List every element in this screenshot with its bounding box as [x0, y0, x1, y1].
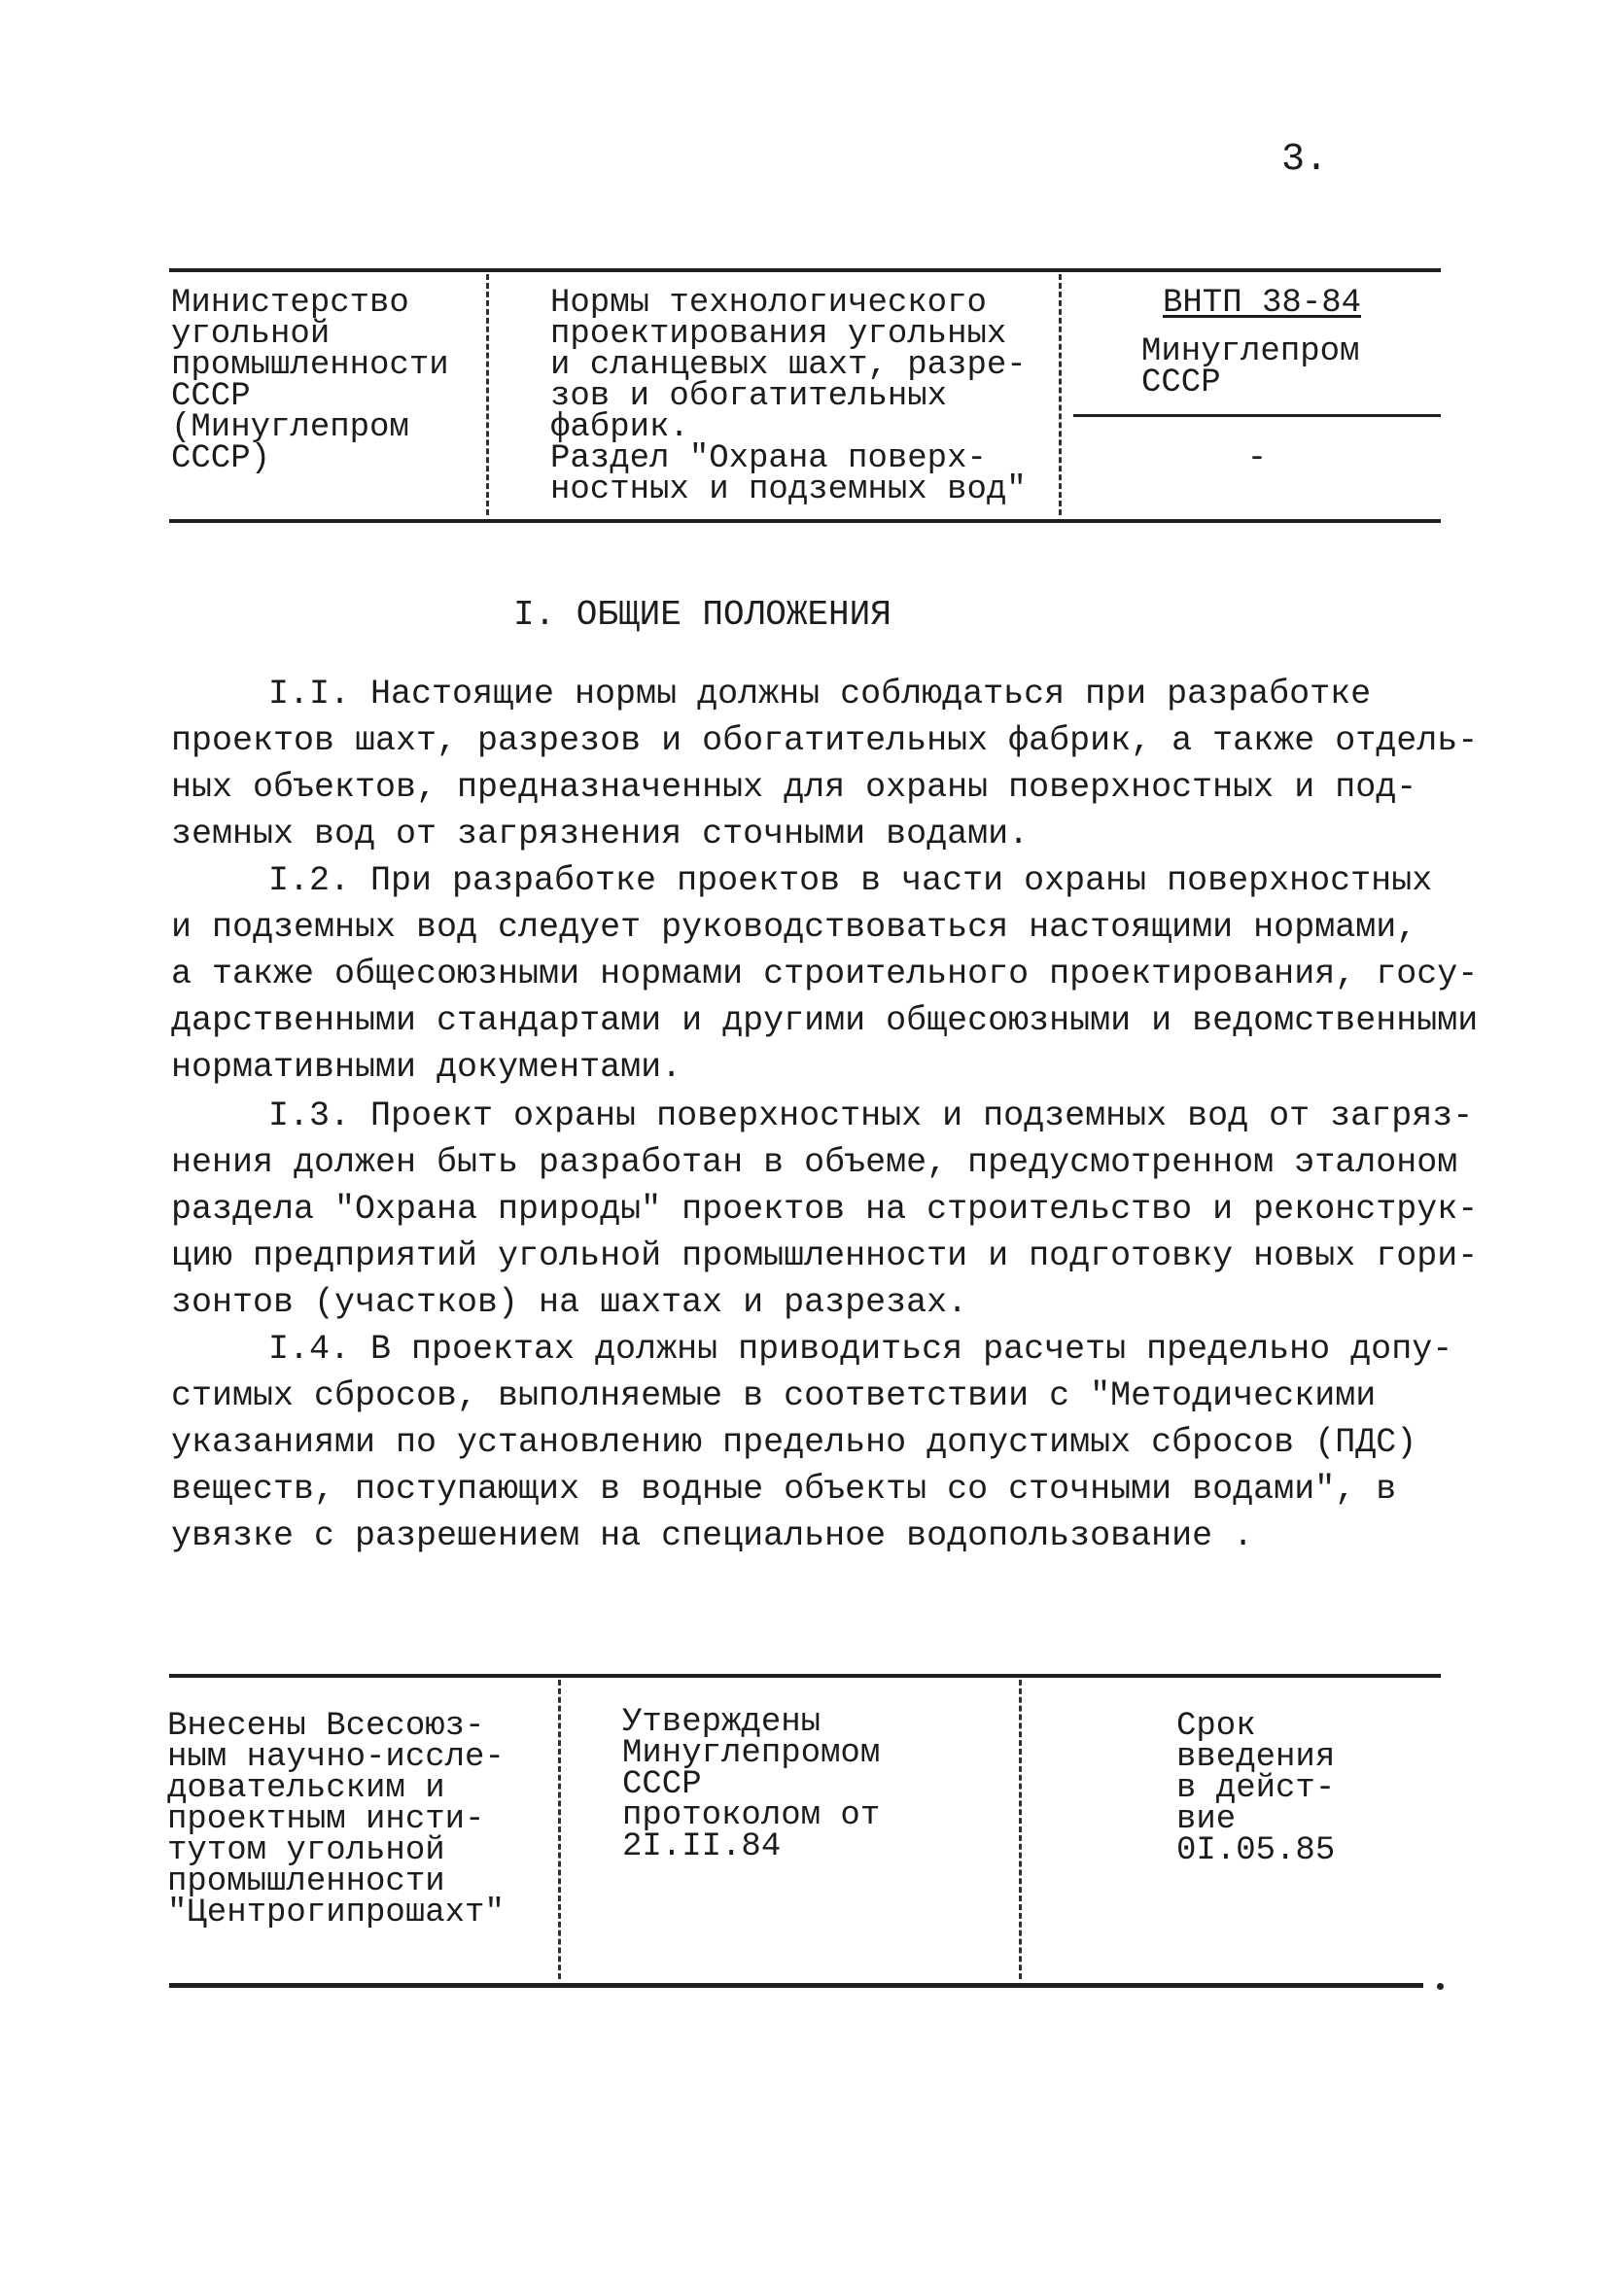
document-title-cell: Нормы технологического проектирования угольных и сланцевых шахт, разре- зов и обогатительных фабрик. Раздел "Охрана поверх- ностных и подземных вод" [550, 285, 1027, 508]
text-line: стимых сбросов, выполняемые в соответствии с "Методическими [171, 1376, 1377, 1415]
footer-separator-2 [1019, 1680, 1022, 1979]
text-line: увязке с разрешением на специальное водопользование . [171, 1516, 1254, 1555]
text-line: зонтов (участков) на шахтах и разрезах. [171, 1283, 968, 1322]
replaces-cell: - [1246, 440, 1268, 477]
text-line: I.2. При разработке проектов в части охраны поверхностных [268, 861, 1433, 900]
text-line: нения должен быть разработан в объеме, предусмотренном эталоном [171, 1143, 1458, 1182]
introduced-by-cell: Внесены Всесоюз- ным научно-иссле- довательским и проектным инсти- тутом угольной промышленности "Центрогипрошахт" [167, 1708, 505, 1931]
text-line: указаниями по установлению предельно допустимых сбросов (ПДС) [171, 1423, 1417, 1462]
approved-cell: Утверждены Минуглепромом СССР протоколом от 2I.II.84 [622, 1704, 881, 1865]
bottom-dot [1437, 1983, 1444, 1990]
text-line: I.4. В проектах должны приводиться расчеты предельно допу- [268, 1330, 1453, 1369]
paragraph-1-4 [171, 1326, 1453, 1559]
footer-bottom-rule [169, 1983, 1423, 1988]
paragraph-1-1 [171, 671, 1479, 857]
text-line: земных вод от загрязнения сточными водами. [171, 815, 1030, 853]
text-line: нормативными документами. [171, 1048, 682, 1087]
text-line: раздела "Охрана природы" проектов на строительство и реконструк- [171, 1190, 1479, 1229]
text-line: веществ, поступающих в водные объекты со сточными водами", в [171, 1470, 1397, 1509]
text-line: проектов шахт, разрезов и обогатительных фабрик, а также отдель- [171, 721, 1479, 760]
effective-date-cell: Срок введения в дейст- вие 0I.05.85 [1176, 1708, 1336, 1869]
header-bottom-rule [169, 519, 1441, 523]
document-code: ВНТП 38-84 [1163, 285, 1362, 322]
header-top-rule [169, 268, 1441, 272]
ministry-cell: Министерство угольной промышленности СССР (Минуглепром СССР) [171, 285, 449, 477]
page-number: 3. [1281, 138, 1329, 182]
text-line: ных объектов, предназначенных для охраны поверхностных и под- [171, 768, 1417, 807]
paragraph-1-3 [171, 1093, 1479, 1326]
text-line: и подземных вод следует руководствоваться настоящими нормами, [171, 908, 1417, 947]
header-separator-1 [486, 274, 489, 515]
text-line: дарственными стандартами и другими общесоюзными и ведомственными [171, 1001, 1479, 1040]
section-title: I. ОБЩИЕ ПОЛОЖЕНИЯ [513, 595, 891, 635]
text-line: цию предприятий угольной промышленности и подготовку новых гори- [171, 1236, 1479, 1275]
footer-top-rule [169, 1674, 1441, 1678]
issuer-cell: Минуглепром СССР [1141, 333, 1360, 401]
footer-separator-1 [558, 1680, 561, 1979]
text-line: I.I. Настоящие нормы должны соблюдаться при разработке [268, 675, 1372, 713]
text-line: I.3. Проект охраны поверхностных и подземных вод от загряз- [268, 1096, 1474, 1135]
header-separator-2 [1059, 274, 1062, 515]
header-inner-rule [1073, 414, 1441, 417]
paragraph-1-2 [171, 857, 1479, 1091]
text-line: а также общесоюзными нормами строительного проектирования, госу- [171, 955, 1479, 993]
